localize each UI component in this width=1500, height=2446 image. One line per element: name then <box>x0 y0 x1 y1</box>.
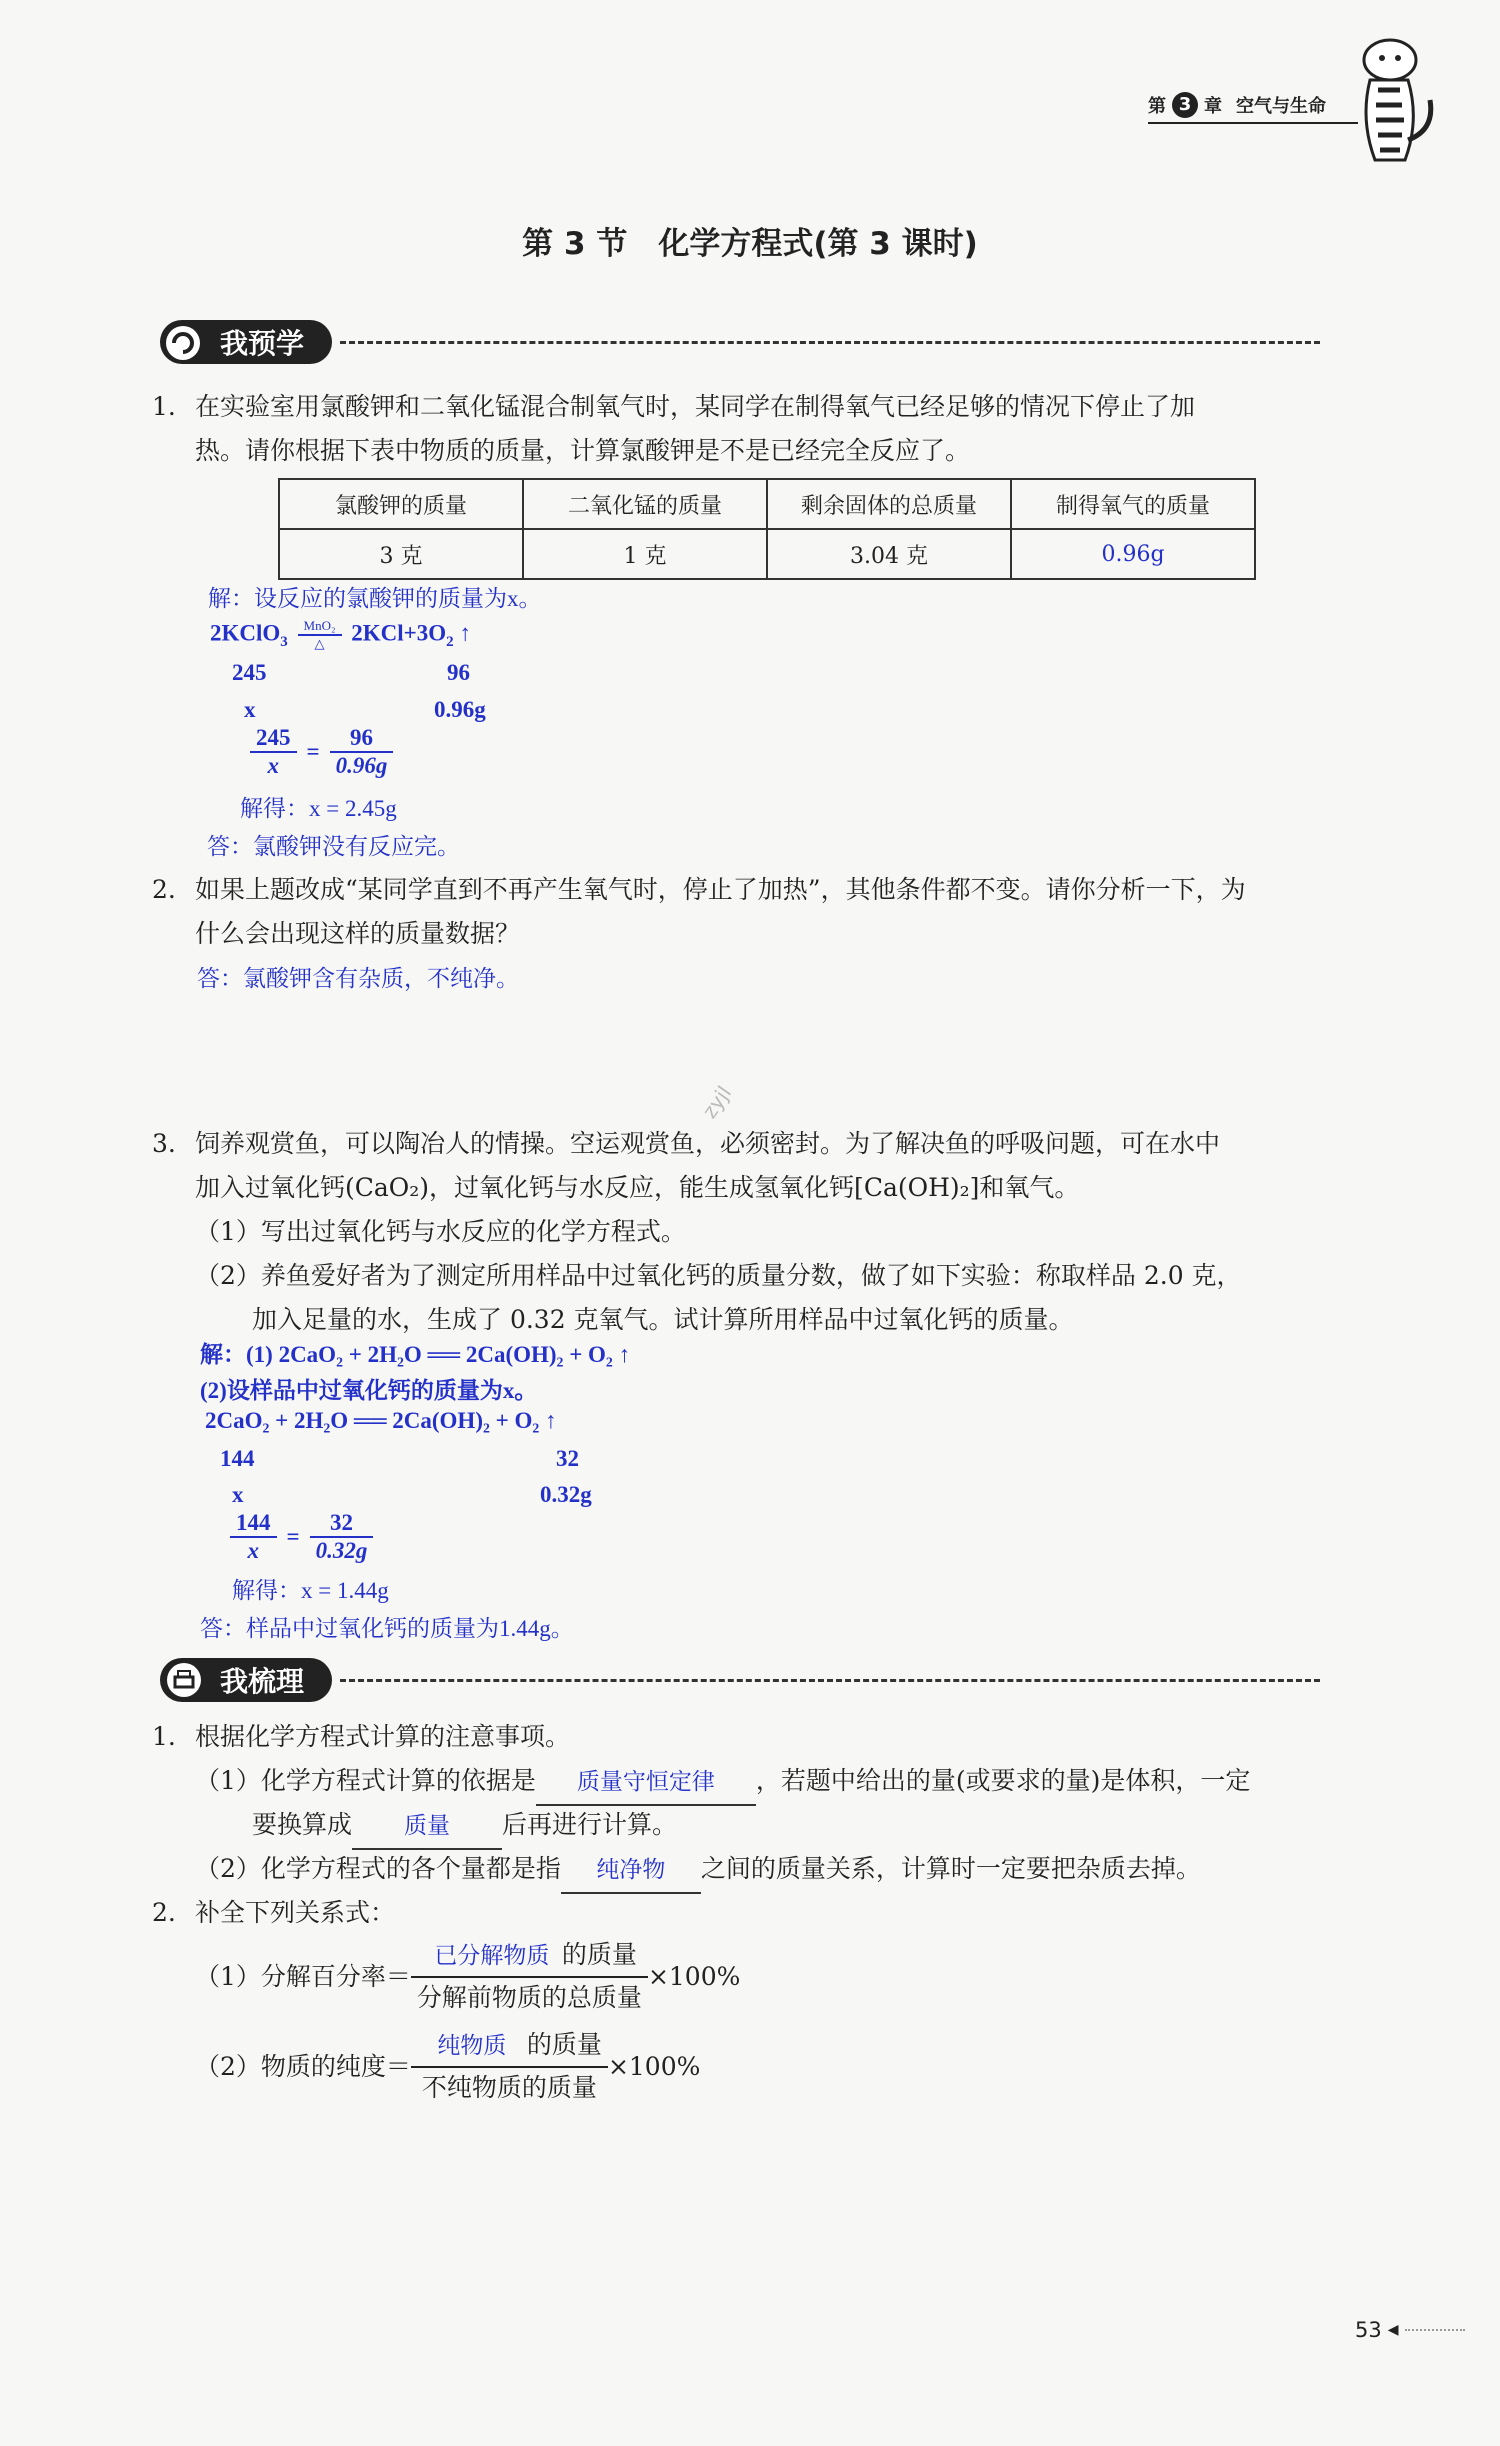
q3-line2: 加入过氧化钙(CaO₂)，过氧化钙与水反应，能生成氢氧化钙[Ca(OH)₂]和氧气。 <box>195 1173 1080 1202</box>
relation-fraction <box>411 2025 608 2108</box>
q3-sol-line2: (2)设样品中过氧化钙的质量为x。 <box>200 1378 538 1403</box>
fraction-numerator: 96 <box>330 725 394 753</box>
s2q1-line1: 根据化学方程式计算的注意事项。 <box>195 1722 571 1751</box>
page-number <box>1355 2318 1465 2342</box>
chapter-title: 空气与生命 <box>1236 96 1326 117</box>
fraction-denominator: x <box>267 753 279 778</box>
text: 后再进行计算。 <box>502 1810 678 1839</box>
fraction <box>230 1510 277 1564</box>
eq-right: 2KCl+3O <box>351 620 447 646</box>
page-number-text: 53 <box>1355 2318 1382 2342</box>
fraction-denominator: 0.32g <box>315 1538 368 1563</box>
table-cell: 3.04 克 <box>767 529 1011 579</box>
relation-purity <box>195 2025 700 2108</box>
q3-line1: 饲养观赏鱼，可以陶冶人的情操。空运观赏鱼，必须密封。为了解决鱼的呼吸问题，可在水中 <box>195 1129 1221 1158</box>
fraction <box>250 725 297 779</box>
mass-table <box>278 478 1256 580</box>
text: 的质量 <box>561 1940 637 1969</box>
relation-tail: ×100% <box>607 2051 701 2081</box>
fraction-numerator <box>411 2025 608 2068</box>
fraction-denominator: 不纯物质的质量 <box>421 2073 597 2102</box>
dotted-trail <box>1405 2329 1465 2331</box>
q3-proportion <box>230 1510 373 1564</box>
chapter-suffix: 章 <box>1204 96 1222 117</box>
fraction-numerator: 144 <box>230 1510 277 1538</box>
s2q2-number: 2. <box>152 1898 176 1927</box>
fraction-numerator: 245 <box>250 725 297 753</box>
dashed-divider <box>340 1679 1320 1682</box>
fraction-numerator: 32 <box>310 1510 374 1538</box>
heat-symbol: △ <box>314 636 325 651</box>
fill-blank: 质量守恒定律 <box>536 1760 756 1806</box>
header-rule <box>1148 122 1358 124</box>
text: （1）化学方程式计算的依据是 <box>195 1766 536 1795</box>
relation-tail: ×100% <box>647 1961 741 1991</box>
q2-line1: 如果上题改成“某同学直到不再产生氧气时，停止了加热”，其他条件都不变。请你分析一下，为 <box>195 875 1246 904</box>
table-header-cell: 二氧化锰的质量 <box>523 479 767 529</box>
table-row <box>279 529 1255 579</box>
q3-sub2a: （2）养鱼爱好者为了测定所用样品中过氧化钙的质量分数，做了如下实验：称取样品 2.0 克， <box>195 1261 1242 1290</box>
q2-line2: 什么会出现这样的质量数据？ <box>195 919 521 948</box>
table-cell: 1 克 <box>523 529 767 579</box>
fraction-denominator: 0.96g <box>335 753 388 778</box>
q1-mass1: 245 <box>232 660 267 685</box>
q2-number: 2. <box>152 875 176 904</box>
s2q1-line-c <box>195 1847 1201 1894</box>
q1-answer: 答：氯酸钾没有反应完。 <box>207 834 460 859</box>
q3-sol-line3: 2CaO₂ + 2H₂O ══ 2Ca(OH)₂ + O₂ ↑ <box>205 1408 557 1433</box>
fraction <box>310 1510 374 1564</box>
eq-left: 2KClO <box>210 620 281 646</box>
section-preview-label: 我预学 <box>160 320 332 364</box>
s2q2-line1: 补全下列关系式： <box>195 1898 396 1927</box>
left-arrow-icon: ◀ <box>1387 2322 1399 2338</box>
printer-icon <box>165 1661 203 1699</box>
table-cell-answer: 0.96g <box>1011 529 1255 579</box>
table-header-row <box>279 479 1255 529</box>
equals-sign: = <box>306 739 320 764</box>
table-header-cell: 制得氧气的质量 <box>1011 479 1255 529</box>
fill-blank: 纯净物 <box>561 1848 701 1894</box>
q3-var2: 0.32g <box>540 1482 592 1507</box>
q3-mass1: 144 <box>220 1446 255 1471</box>
text: 要换算成 <box>252 1810 353 1839</box>
fraction <box>330 725 394 779</box>
q1-number: 1. <box>152 392 176 421</box>
q3-var1: x <box>232 1482 244 1507</box>
fill-blank: 质量 <box>352 1804 502 1850</box>
watermark: zyjl <box>697 1081 737 1123</box>
q1-sol-intro: 解：设反应的氯酸钾的质量为x。 <box>208 586 542 611</box>
chapter-number: 3 <box>1172 92 1198 118</box>
fraction-denominator: 分解前物质的总质量 <box>416 1983 642 2012</box>
table-header-cell: 氯酸钾的质量 <box>279 479 523 529</box>
q1-mass2: 96 <box>447 660 470 685</box>
q1-solve: 解得：x = 2.45g <box>240 796 397 821</box>
eq-sub: 3 <box>280 633 288 650</box>
q1-line1: 在实验室用氯酸钾和二氧化锰混合制氧气时，某同学在制得氧气已经足够的情况下停止了加 <box>195 392 1196 421</box>
chapter-prefix: 第 <box>1148 96 1166 117</box>
q3-sub1: （1）写出过氧化钙与水反应的化学方程式。 <box>195 1217 686 1246</box>
eq-sub: 2 <box>446 633 454 650</box>
text: 的质量 <box>526 2030 602 2059</box>
q3-sol-line1: 解：(1) 2CaO₂ + 2H₂O ══ 2Ca(OH)₂ + O₂ ↑ <box>200 1342 631 1367</box>
s2q1-line-b <box>252 1803 677 1850</box>
q2-answer: 答：氯酸钾含有杂质，不纯净。 <box>197 966 519 991</box>
q3-mass2: 32 <box>556 1446 579 1471</box>
catalyst: MnO₂ <box>298 618 342 636</box>
fraction-denominator: x <box>247 1538 259 1563</box>
q1-var1: x <box>244 697 256 722</box>
chapter-header <box>1148 92 1326 118</box>
s2q1-line-a <box>195 1759 1250 1806</box>
q1-equation <box>210 618 471 652</box>
fill-blank: 纯物质 <box>437 2033 507 2058</box>
q1-proportion <box>250 725 393 779</box>
dashed-divider <box>340 341 1320 344</box>
equals-sign: = <box>286 1524 300 1549</box>
gas-arrow: ↑ <box>459 620 471 646</box>
fill-blank: 已分解物质 <box>434 1943 550 1968</box>
tiger-mascot-icon <box>1330 30 1440 170</box>
q3-solve: 解得：x = 1.44g <box>232 1578 389 1603</box>
text: 之间的质量关系，计算时一定要把杂质去掉。 <box>700 1854 1201 1883</box>
section-review-label: 我梳理 <box>160 1658 332 1702</box>
q3-answer: 答：样品中过氧化钙的质量为1.44g。 <box>200 1616 574 1641</box>
q3-sub2b: 加入足量的水，生成了 0.32 克氧气。试计算所用样品中过氧化钙的质量。 <box>252 1305 1074 1334</box>
section-preview-header <box>160 320 1320 364</box>
relation-fraction <box>411 1935 648 2018</box>
eq-condition <box>298 618 342 652</box>
table-header-cell: 剩余固体的总质量 <box>767 479 1011 529</box>
q1-line2: 热。请你根据下表中物质的质量，计算氯酸钾是不是已经完全反应了。 <box>195 436 971 465</box>
fraction-numerator <box>411 1935 648 1978</box>
q1-var2: 0.96g <box>434 697 486 722</box>
spiral-icon <box>163 323 203 363</box>
page-title: 第 3 节 化学方程式(第 3 课时) <box>522 226 978 262</box>
text: （2）化学方程式的各个量都是指 <box>195 1854 561 1883</box>
relation-decomposition <box>195 1935 740 2018</box>
q3-number: 3. <box>152 1129 176 1158</box>
relation-label: （2）物质的纯度＝ <box>195 2051 411 2081</box>
section-review-header <box>160 1658 1320 1702</box>
relation-label: （1）分解百分率＝ <box>195 1961 411 1991</box>
table-cell: 3 克 <box>279 529 523 579</box>
text: ，若题中给出的量(或要求的量)是体积，一定 <box>755 1766 1251 1795</box>
s2q1-number: 1. <box>152 1722 176 1751</box>
